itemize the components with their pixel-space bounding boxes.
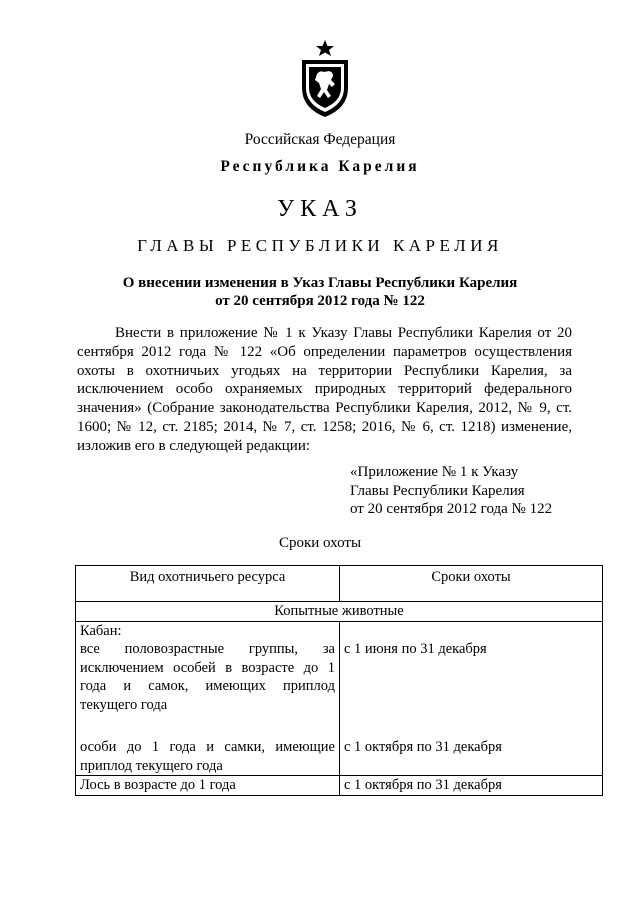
column-header-resource: Вид охотничьего ресурса [76,566,340,602]
column-header-period: Сроки охоты [340,566,603,602]
hunting-periods-table [75,565,603,796]
subject-line-2: от 20 сентября 2012 года № 122 [215,293,425,309]
appendix-reference [350,463,552,519]
resource-heading: Кабан: [80,622,122,639]
document-subject [0,274,640,310]
table-header-row [76,566,603,602]
period-cell [340,621,603,776]
resource-cell: Лось в возрасте до 1 года [76,776,340,796]
resource-group-a: все половозрастные группы, за исключением особей в возрасте до 1 года и самок, имеющих приплод текущего года [80,641,335,713]
appendix-line-2: Главы Республики Карелия [350,482,525,499]
appendix-line-3: от 20 сентября 2012 года № 122 [350,501,553,517]
table-row [76,621,603,776]
table-title: Сроки охоты [278,535,362,551]
issuer: ГЛАВЫ РЕСПУБЛИКИ КАРЕЛИЯ [137,236,503,255]
appendix-line-1: «Приложение № 1 к Указу [350,464,519,480]
period-group-a: с 1 июня по 31 декабря [344,641,487,657]
period-cell: с 1 октября по 31 декабря [340,776,603,796]
subject-line-1: О внесении изменения в Указ Главы Республики Карелия [122,275,518,291]
table-row [76,776,603,796]
section-hoofed-animals: Копытные животные [76,602,603,622]
country-name: Российская Федерация [244,131,396,148]
body-paragraph: Внести в приложение № 1 к Указу Главы Республики Карелия от 20 сентября 2012 года № 122 «Об определении параметров осуществления охоты в охотничьих угодьях на территории Республики Карелия, за исключением особо охраняемых природных территорий федерального значения» (Собрание законодательства Республики Карелия, 2012, № 9, ст. 1600; № 12, ст. 2185; 2014, № 7, ст. 1258; 2016, № 6, ст. 1218) изменение, изложив его в следующей редакции: [77,325,572,454]
resource-cell [76,621,340,776]
coat-of-arms-icon [298,40,352,118]
republic-name: Республика Карелия [220,158,420,175]
period-group-b: с 1 октября по 31 декабря [344,738,502,755]
document-type: УКАЗ [277,196,363,222]
resource-group-b: особи до 1 года и самки, имеющие приплод текущего года [80,739,335,774]
table-section-row [76,602,603,622]
